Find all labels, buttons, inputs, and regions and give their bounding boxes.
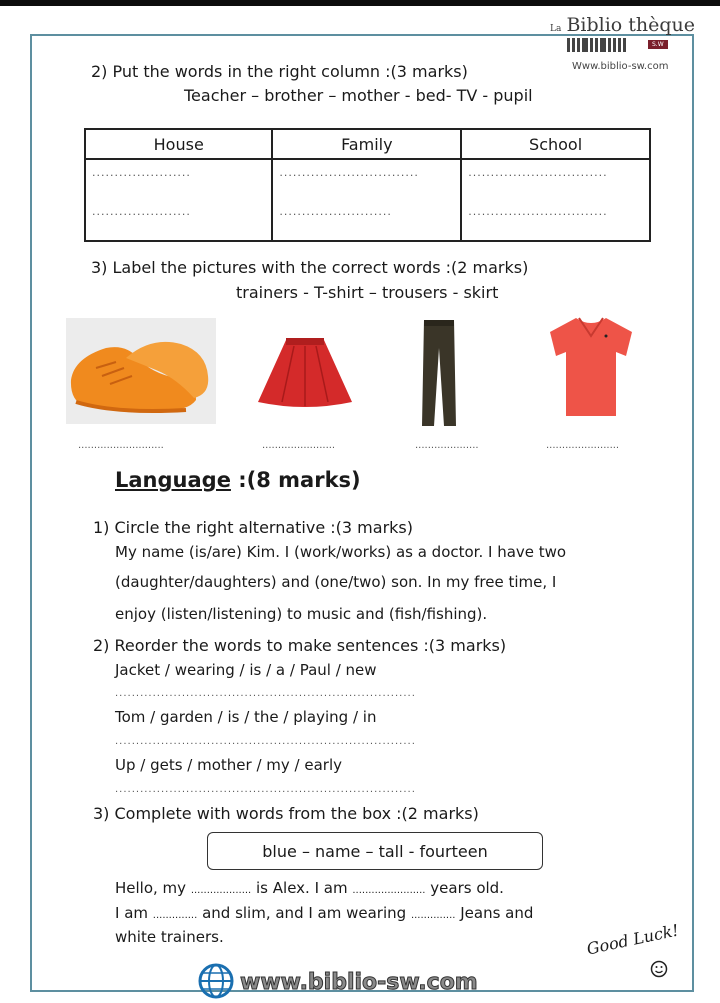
school-blank-1[interactable]: ............................... [468,166,608,179]
q1-line-3: enjoy (listen/listening) to music and (fish/fishing). [115,605,488,623]
section3-instruction: 3) Label the pictures with the correct words :(2 marks) [91,258,529,277]
family-blank-2[interactable]: ......................... [279,205,392,218]
q2-answer-2[interactable]: ........................................................................ [115,736,416,747]
q3-blank-age[interactable]: ....................... [352,885,426,896]
house-blank-1[interactable]: ...................... [92,166,191,179]
q3-line-1 [115,879,504,897]
trousers-image [420,318,458,428]
logo-name: Biblio thèque [566,14,696,36]
q2-answer-3[interactable]: ........................................................................ [115,784,416,795]
good-luck-note: Good Luck! [585,920,681,959]
q3-line1-text-a: Hello, my [115,879,187,897]
footer-website-link[interactable]: www.biblio-sw.com [240,970,478,995]
trainers-image [66,318,216,424]
house-blank-2[interactable]: ...................... [92,205,191,218]
section3-words: trainers - T-shirt – trousers - skirt [236,283,499,302]
q2-item-3: Up / gets / mother / my / early [115,756,342,774]
q2-item-1: Jacket / wearing / is / a / Paul / new [115,661,377,679]
q3-line-3: white trainers. [115,928,224,946]
q3-instruction: 3) Complete with words from the box :(2 marks) [93,804,479,823]
q1-line-1: My name (is/are) Kim. I (work/works) as a doctor. I have two [115,543,567,561]
q3-blank-tall[interactable]: .............. [152,910,198,921]
q2-instruction: 2) Reorder the words to make sentences :(3 marks) [93,636,507,655]
language-heading [115,468,361,492]
q3-blank-blue[interactable]: .............. [410,910,456,921]
section2-words: Teacher – brother – mother - bed- TV - pupil [184,86,533,105]
house-cell[interactable] [85,159,272,241]
q2-answer-1[interactable]: ........................................................................ [115,688,416,699]
logo-website: Www.biblio-sw.com [572,61,669,72]
tshirt-blank[interactable]: ....................... [546,440,620,451]
trainers-blank[interactable]: ........................... [78,440,164,451]
family-cell[interactable] [272,159,461,241]
logo-tag: S.W [648,40,668,49]
section2-instruction: 2) Put the words in the right column :(3 marks) [91,62,468,81]
logo [550,14,695,36]
word-columns-table [84,128,651,242]
q3-line2-text-b: and slim, and I am wearing [202,904,407,922]
q3-line2-text-c: Jeans and [460,904,534,922]
logo-bars-icon [567,38,626,52]
skirt-blank[interactable]: ....................... [262,440,336,451]
q1-line-2: (daughter/daughters) and (one/two) son. In my free time, I [115,573,557,591]
q1-instruction: 1) Circle the right alternative :(3 marks) [93,518,413,537]
school-cell[interactable] [461,159,650,241]
q2-item-2: Tom / garden / is / the / playing / in [115,708,377,726]
top-border [0,0,720,6]
q3-line1-text-c: years old. [430,879,504,897]
tshirt-image [546,314,636,418]
q3-blank-name[interactable]: ................... [190,885,252,896]
language-title: Language [115,468,231,492]
word-box [207,832,543,870]
logo-prefix: La [550,24,562,34]
family-blank-1[interactable]: ............................... [279,166,419,179]
q3-line1-text-b: is Alex. I am [256,879,348,897]
word-box-text: blue – name – tall - fourteen [262,841,488,861]
trousers-blank[interactable]: .................... [415,440,479,451]
column-header-house: House [85,129,272,159]
globe-icon [196,963,236,999]
q3-line2-text-a: I am [115,904,148,922]
language-marks: :(8 marks) [238,468,361,492]
column-header-family: Family [272,129,461,159]
column-header-school: School [461,129,650,159]
smiley-icon [650,960,668,978]
skirt-image [256,336,354,408]
school-blank-2[interactable]: ............................... [468,205,608,218]
q3-line-2 [115,904,533,922]
